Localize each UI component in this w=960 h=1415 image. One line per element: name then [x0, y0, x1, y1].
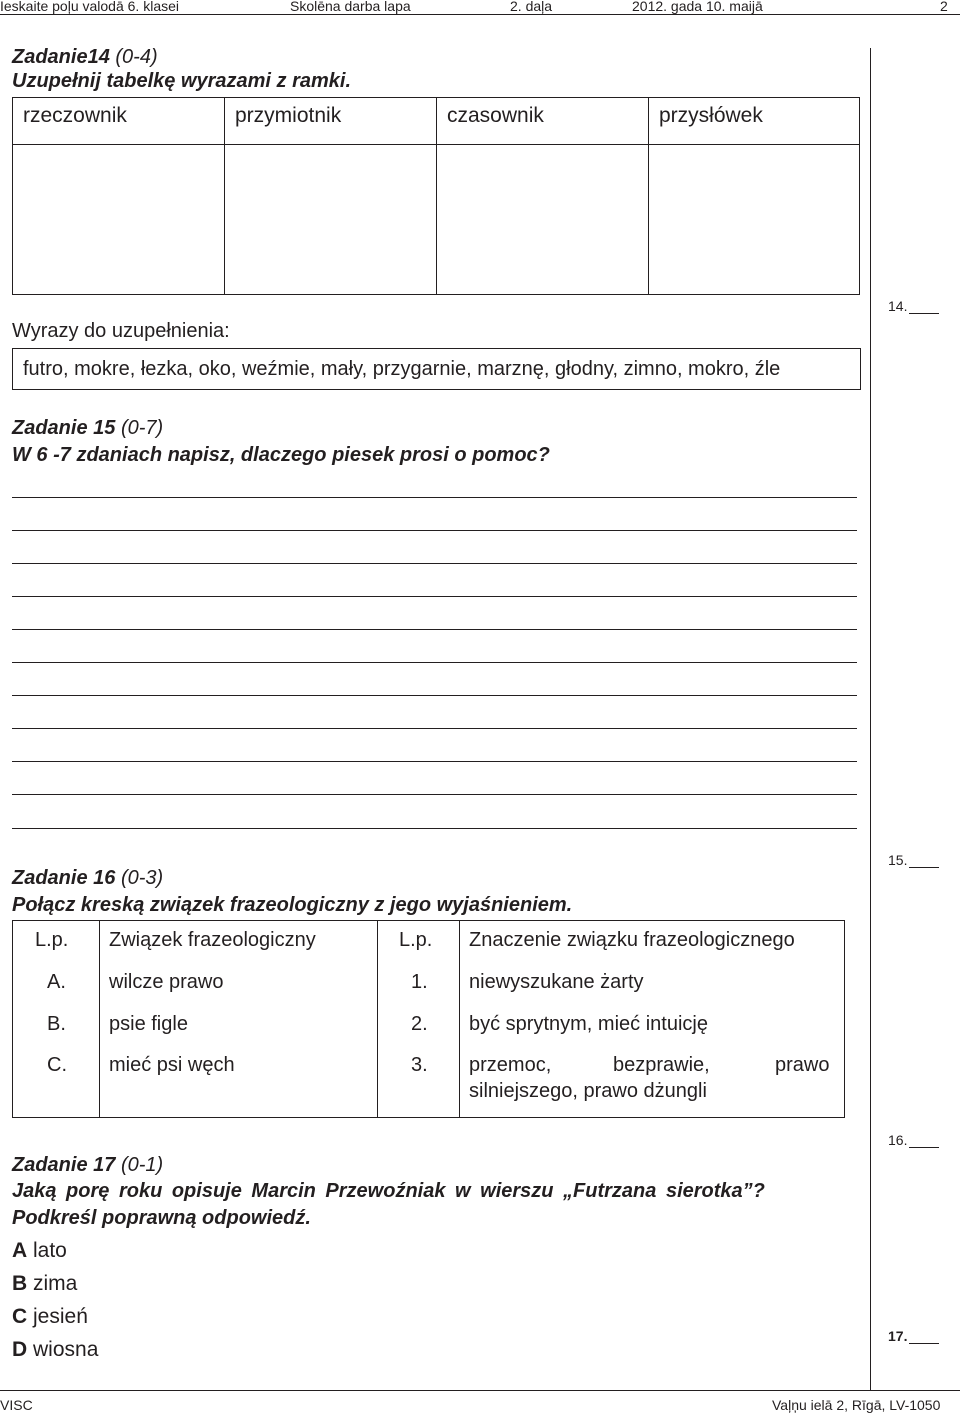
task17-question: Jaką porę roku opisuje Marcin Przewoźniak w wierszu „Futrzana sierotka”? [12, 1180, 765, 1202]
answer-cell-adjective[interactable] [225, 146, 435, 294]
row-number: 1. [411, 971, 428, 993]
writing-line[interactable] [12, 728, 857, 729]
phrase-item[interactable]: mieć psi węch [109, 1054, 235, 1076]
header-rule [0, 14, 960, 15]
task15-score[interactable]: 15. [888, 852, 939, 868]
writing-line[interactable] [12, 828, 857, 829]
header-exam-title: Ieskaite poļu valodā 6. klasei [0, 0, 179, 14]
task14-title: Zadanie14 (0-4) [12, 46, 158, 68]
row-number: 3. [411, 1054, 428, 1076]
option-a[interactable]: A lato [12, 1239, 67, 1262]
option-d[interactable]: D wiosna [12, 1338, 99, 1361]
words-label: Wyrazy do uzupełnienia: [12, 320, 230, 342]
row-letter: B. [47, 1013, 66, 1035]
header-meaning: Znaczenie związku frazeologicznego [469, 929, 795, 951]
header-sheet-label: Skolēna darba lapa [290, 0, 411, 14]
task17-score[interactable]: 17. [888, 1328, 939, 1344]
meaning-item[interactable]: przemoc, [469, 1054, 552, 1076]
writing-line[interactable] [12, 794, 857, 795]
task15-instruction: W 6 -7 zdaniach napisz, dlaczego piesek prosi o pomoc? [12, 444, 550, 466]
task16-score[interactable]: 16. [888, 1132, 939, 1148]
task16-title: Zadanie 16 (0-3) [12, 867, 164, 889]
column-header-verb: czasownik [447, 104, 544, 127]
phrase-item[interactable]: psie figle [109, 1013, 188, 1035]
score-column-divider [870, 48, 871, 1390]
meaning-item-continued[interactable]: silniejszego, prawo dżungli [469, 1080, 707, 1102]
page-header [0, 0, 960, 14]
task17-title: Zadanie 17 (0-1) [12, 1154, 164, 1176]
meaning-item-word[interactable]: prawo [775, 1054, 830, 1076]
writing-line[interactable] [12, 563, 857, 564]
answer-cell-noun[interactable] [14, 146, 223, 294]
row-letter: C. [47, 1054, 67, 1076]
writing-line[interactable] [12, 497, 857, 498]
option-c[interactable]: C jesień [12, 1305, 88, 1328]
header-lp-left: L.p. [35, 929, 69, 951]
task16-table [12, 920, 845, 1118]
row-number: 2. [411, 1013, 428, 1035]
word-bank: futro, mokre, łezka, oko, weźmie, mały, przygarnie, marznę, głodny, zimno, mokro, źle [12, 348, 861, 390]
header-part: 2. daļa [510, 0, 553, 14]
task16-instruction: Połącz kreską związek frazeologiczny z jego wyjaśnieniem. [12, 894, 573, 916]
footer-publisher: VISC [0, 1397, 33, 1413]
task15-title: Zadanie 15 (0-7) [12, 417, 164, 439]
footer-rule [0, 1390, 960, 1391]
header-page-number: 2 [940, 0, 948, 14]
header-lp-right: L.p. [399, 929, 433, 951]
writing-line[interactable] [12, 596, 857, 597]
writing-line[interactable] [12, 695, 857, 696]
meaning-item-word[interactable]: bezprawie, [613, 1054, 710, 1076]
column-header-adjective: przymiotnik [235, 104, 342, 127]
header-date: 2012. gada 10. maijā [632, 0, 763, 14]
task14-score[interactable]: 14. [888, 298, 939, 314]
task17-instruction: Podkreśl poprawną odpowiedź. [12, 1207, 311, 1229]
task14-instruction: Uzupełnij tabelkę wyrazami z ramki. [12, 70, 352, 92]
column-header-adverb: przysłówek [659, 104, 763, 127]
meaning-item[interactable]: być sprytnym, mieć intuicję [469, 1013, 708, 1035]
header-phrase: Związek frazeologiczny [109, 929, 316, 951]
meaning-item[interactable]: niewyszukane żarty [469, 971, 644, 993]
task14-table [12, 97, 860, 295]
column-header-noun: rzeczownik [23, 104, 127, 127]
writing-line[interactable] [12, 629, 857, 630]
writing-line[interactable] [12, 530, 857, 531]
phrase-item[interactable]: wilcze prawo [109, 971, 224, 993]
writing-line[interactable] [12, 761, 857, 762]
option-b[interactable]: B zima [12, 1272, 78, 1295]
row-letter: A. [47, 971, 66, 993]
footer-address: Vaļņu ielā 2, Rīgā, LV-1050 [772, 1397, 941, 1413]
writing-line[interactable] [12, 662, 857, 663]
answer-cell-adverb[interactable] [649, 146, 859, 294]
answer-cell-verb[interactable] [437, 146, 647, 294]
